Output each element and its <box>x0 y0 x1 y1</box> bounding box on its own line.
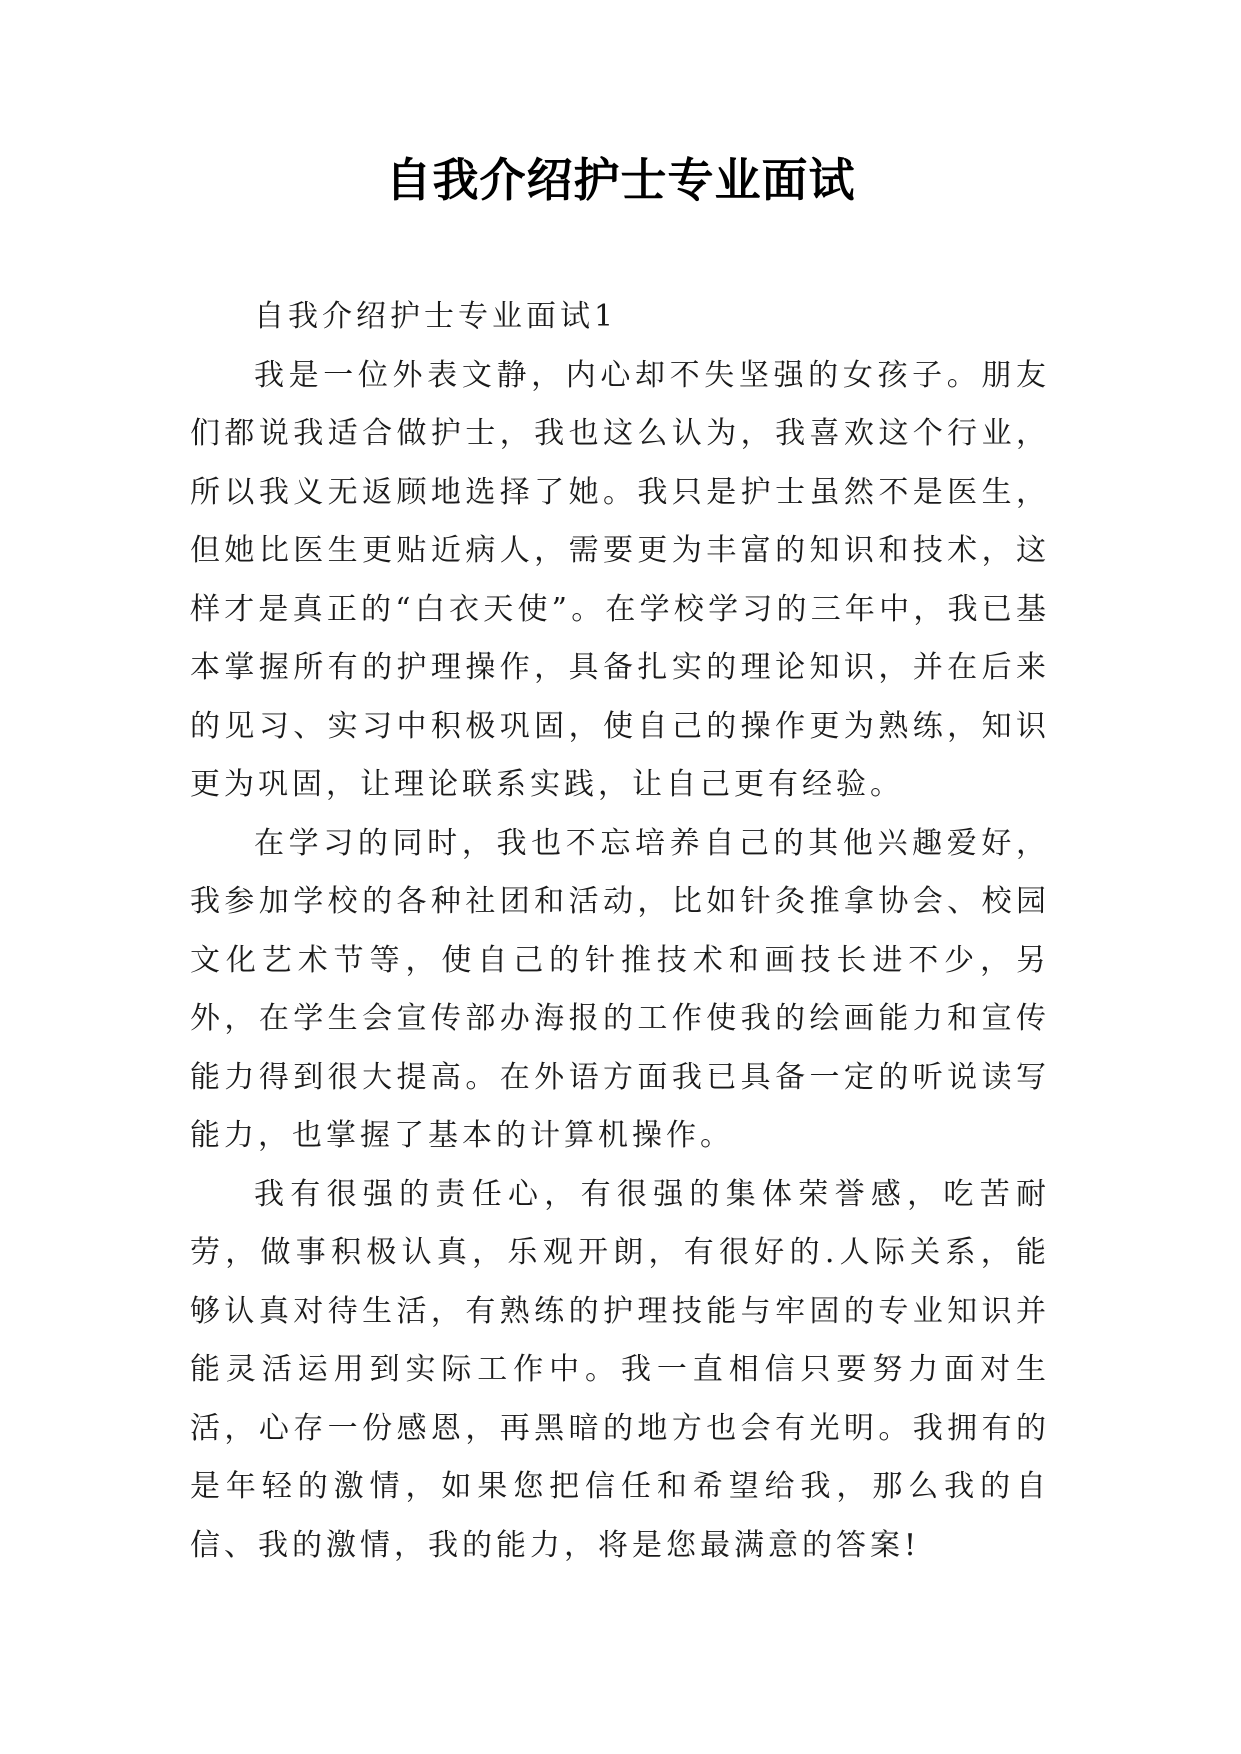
paragraph-2: 在学习的同时，我也不忘培养自己的其他兴趣爱好，我参加学校的各种社团和活动，比如针灸推拿协会、校园文化艺术节等，使自己的针推技术和画技长进不少，另外，在学生会宣传部办海报的工作使我的绘画能力和宣传能力得到很大提高。在外语方面我已具备一定的听说读写能力，也掌握了基本的计算机操作。 <box>190 825 1050 1153</box>
paragraph-3: 我有很强的责任心，有很强的集体荣誉感，吃苦耐劳，做事积极认真，乐观开朗，有很好的.人际关系，能够认真对待生活，有熟练的护理技能与牢固的专业知识并能灵活运用到实际工作中。我一直相信只要努力面对生活，心存一份感恩，再黑暗的地方也会有光明。我拥有的是年轻的激情，如果您把信任和希望给我，那么我的自信、我的激情，我的能力，将是您最满意的答案! <box>190 1176 1050 1563</box>
paragraph-1: 我是一位外表文静，内心却不失坚强的女孩子。朋友们都说我适合做护士，我也这么认为，我喜欢这个行业，所以我义无返顾地选择了她。我只是护士虽然不是医生，但她比医生更贴近病人，需要更为丰富的知识和技术，这样才是真正的“白衣天使”。在学校学习的三年中，我已基本掌握所有的护理操作，具备扎实的理论知识，并在后来的见习、实习中积极巩固，使自己的操作更为熟练，知识更为巩固，让理论联系实践，让自己更有经验。 <box>190 357 1050 802</box>
section-heading: 自我介绍护士专业面试1 <box>254 299 618 334</box>
document-body <box>190 288 1050 1575</box>
page-title: 自我介绍护士专业面试 <box>385 153 856 207</box>
